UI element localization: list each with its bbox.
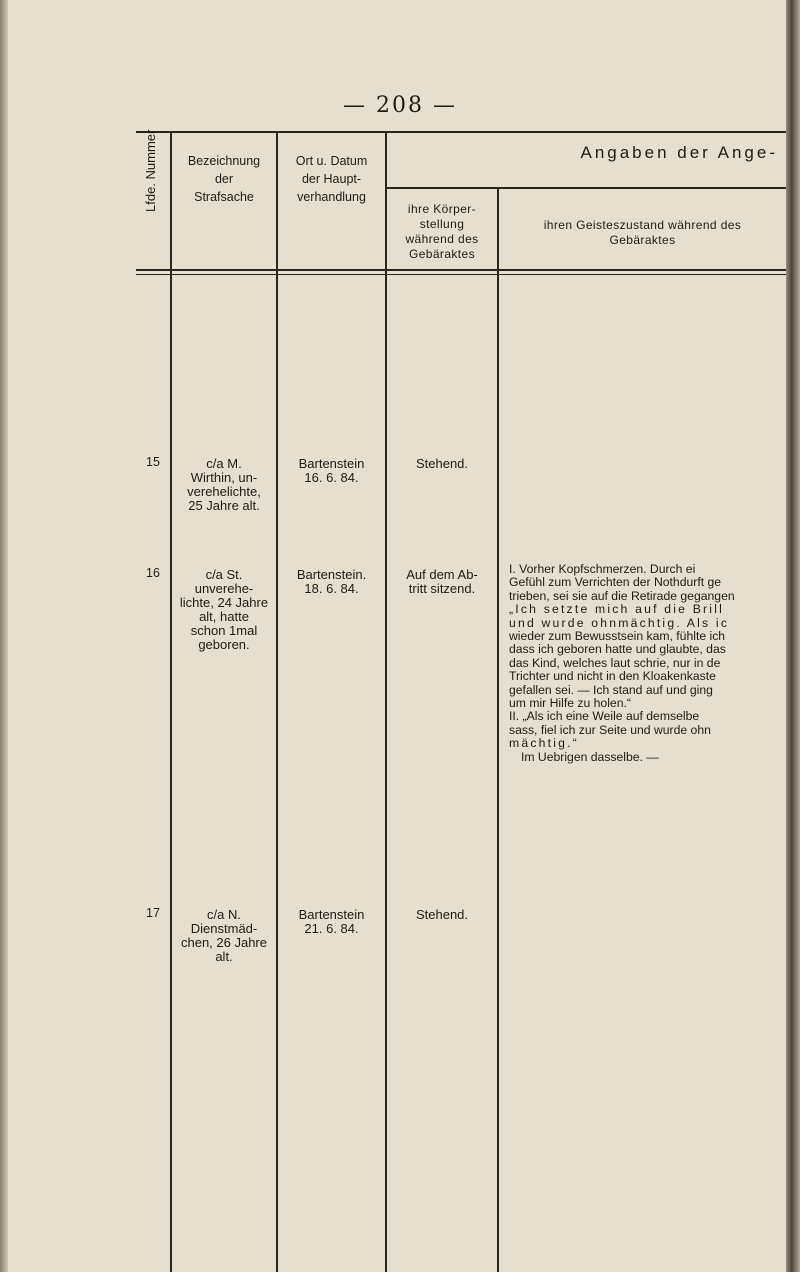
header-geisteszustand: ihren Geisteszustand während des Gebäraktes <box>543 218 742 247</box>
page-left-edge <box>0 0 8 1272</box>
row-number: 17 <box>146 906 160 920</box>
table-top-rule <box>136 131 786 133</box>
row-case: c/a N. Dienstmäd- chen, 26 Jahre alt. <box>180 907 267 964</box>
row-case: c/a St. unverehe- lichte, 24 Jahre alt, hatte schon 1mal geboren. <box>179 567 269 652</box>
col-divider-1 <box>170 131 172 1272</box>
header-lfde-nummer: Lfde. Nummer <box>143 129 158 212</box>
mental-state-statement: I. Vorher Kopfschmerzen. Durch ei Gefühl zum Verrichten der Nothdurft ge trieben, sei sie auf die Retirade gegangen „Ich setzte mich auf die Brill und wurde ohnmächtig. Als ic wieder zum Bewusstsein kam, fühlte ich dass ich geboren hatte und glaubte, das das Kind, welches laut schrie, nur in de Trichter und nicht in den Kloakenkaste gefallen sei. — Ich stand auf und ging um mir Hilfe zu holen.“ II. „Als ich eine Weile auf demselbe sass, fiel ich zur Seite und wurde ohn mächtig.“ Im Uebrigen dasselbe. — <box>509 563 735 764</box>
row-case: c/a M. Wirthin, un- verehelichte, 25 Jahre alt. <box>187 456 261 513</box>
header-ort-datum: Ort u. Datum der Haupt- verhandlung <box>295 154 368 204</box>
header-angaben: Angaben der Ange- <box>580 143 778 162</box>
page-number: — 208 — <box>343 93 457 118</box>
col-divider-2 <box>276 131 278 1272</box>
page-right-edge <box>786 0 800 1272</box>
header-bottom-rule-2 <box>136 274 786 275</box>
row-place-date: Bartenstein 21. 6. 84. <box>298 907 365 936</box>
row-place-date: Bartenstein 16. 6. 84. <box>298 456 365 485</box>
row-place-date: Bartenstein. 18. 6. 84. <box>296 567 367 596</box>
row-posture: Stehend. <box>415 456 469 471</box>
angaben-rule <box>386 187 786 189</box>
col-divider-4 <box>497 188 499 1272</box>
header-koerperstellung: ihre Körper- stellung während des Gebäraktes <box>405 202 479 261</box>
header-bottom-rule <box>136 269 786 271</box>
row-posture: Stehend. <box>415 907 469 922</box>
header-bezeichnung: Bezeichnung der Strafsache <box>187 154 261 204</box>
row-number: 15 <box>146 455 160 469</box>
row-number: 16 <box>146 566 160 580</box>
row-posture: Auf dem Ab- tritt sitzend. <box>406 567 478 596</box>
col-divider-3 <box>385 131 387 1272</box>
